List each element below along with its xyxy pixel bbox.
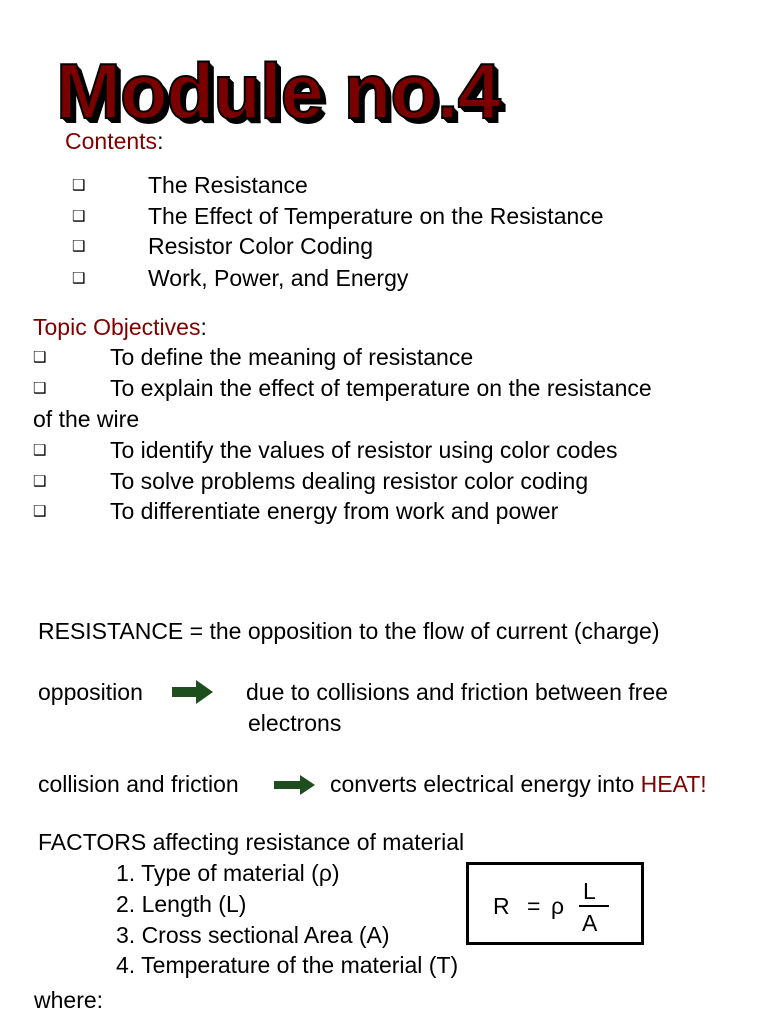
factors-heading: FACTORS affecting resistance of material [38,829,465,855]
formula-denominator: A [582,910,598,936]
factor-item: 1. Type of material (ρ) [116,860,340,886]
contents-item: Resistor Color Coding [148,233,373,259]
right-arrow-icon [274,775,316,795]
bullet-icon: ❑ [33,380,47,397]
formula-numerator: L [583,878,596,904]
bullet-icon: ❑ [72,177,86,194]
collision-text: converts electrical energy into [330,771,635,797]
where-label: where: [34,987,104,1013]
formula-rho: ρ [551,893,565,919]
resistance-definition: RESISTANCE = the opposition to the flow of current (charge) [38,618,660,644]
formula-equals: = [527,893,541,919]
objective-item-continuation: of the wire [33,406,140,432]
contents-heading [65,128,163,155]
page-title: Module no.4 [56,47,500,135]
objective-item: To define the meaning of resistance [110,344,474,370]
bullet-icon: ❑ [72,208,86,225]
factor-item: 2. Length (L) [116,891,247,917]
heat-highlight: HEAT! [640,771,707,797]
objectives-heading-label: Topic Objectives [33,314,201,340]
contents-item: Work, Power, and Energy [148,265,409,291]
contents-item: The Effect of Temperature on the Resistance [148,203,604,229]
opposition-description-line1: due to collisions and friction between free [246,679,668,705]
bullet-icon: ❑ [33,503,47,520]
objective-item: To identify the values of resistor using color codes [110,437,618,463]
contents-heading-label: Contents [65,128,158,154]
bullet-icon: ❑ [72,238,86,255]
formula-lhs: R [493,893,510,919]
opposition-label: opposition [38,679,143,705]
objective-item: To explain the effect of temperature on the resistance [110,375,652,401]
contents-item: The Resistance [148,172,308,198]
right-arrow-icon [172,679,214,705]
fraction-bar [579,905,609,907]
bullet-icon: ❑ [33,473,47,490]
collision-label: collision and friction [38,771,239,797]
contents-heading-colon: : [157,128,164,154]
objective-item: To solve problems dealing resistor color coding [110,468,589,494]
collision-description [330,771,707,798]
factor-item: 4. Temperature of the material (T) [116,952,459,978]
resistance-formula-box [466,862,644,945]
factor-item: 3. Cross sectional Area (A) [116,922,390,948]
opposition-description-line2: electrons [248,710,342,736]
objectives-heading-colon: : [200,314,207,340]
bullet-icon: ❑ [33,349,47,366]
bullet-icon: ❑ [33,442,47,459]
bullet-icon: ❑ [72,270,86,287]
objectives-heading [33,314,207,341]
objective-item: To differentiate energy from work and power [110,498,559,524]
